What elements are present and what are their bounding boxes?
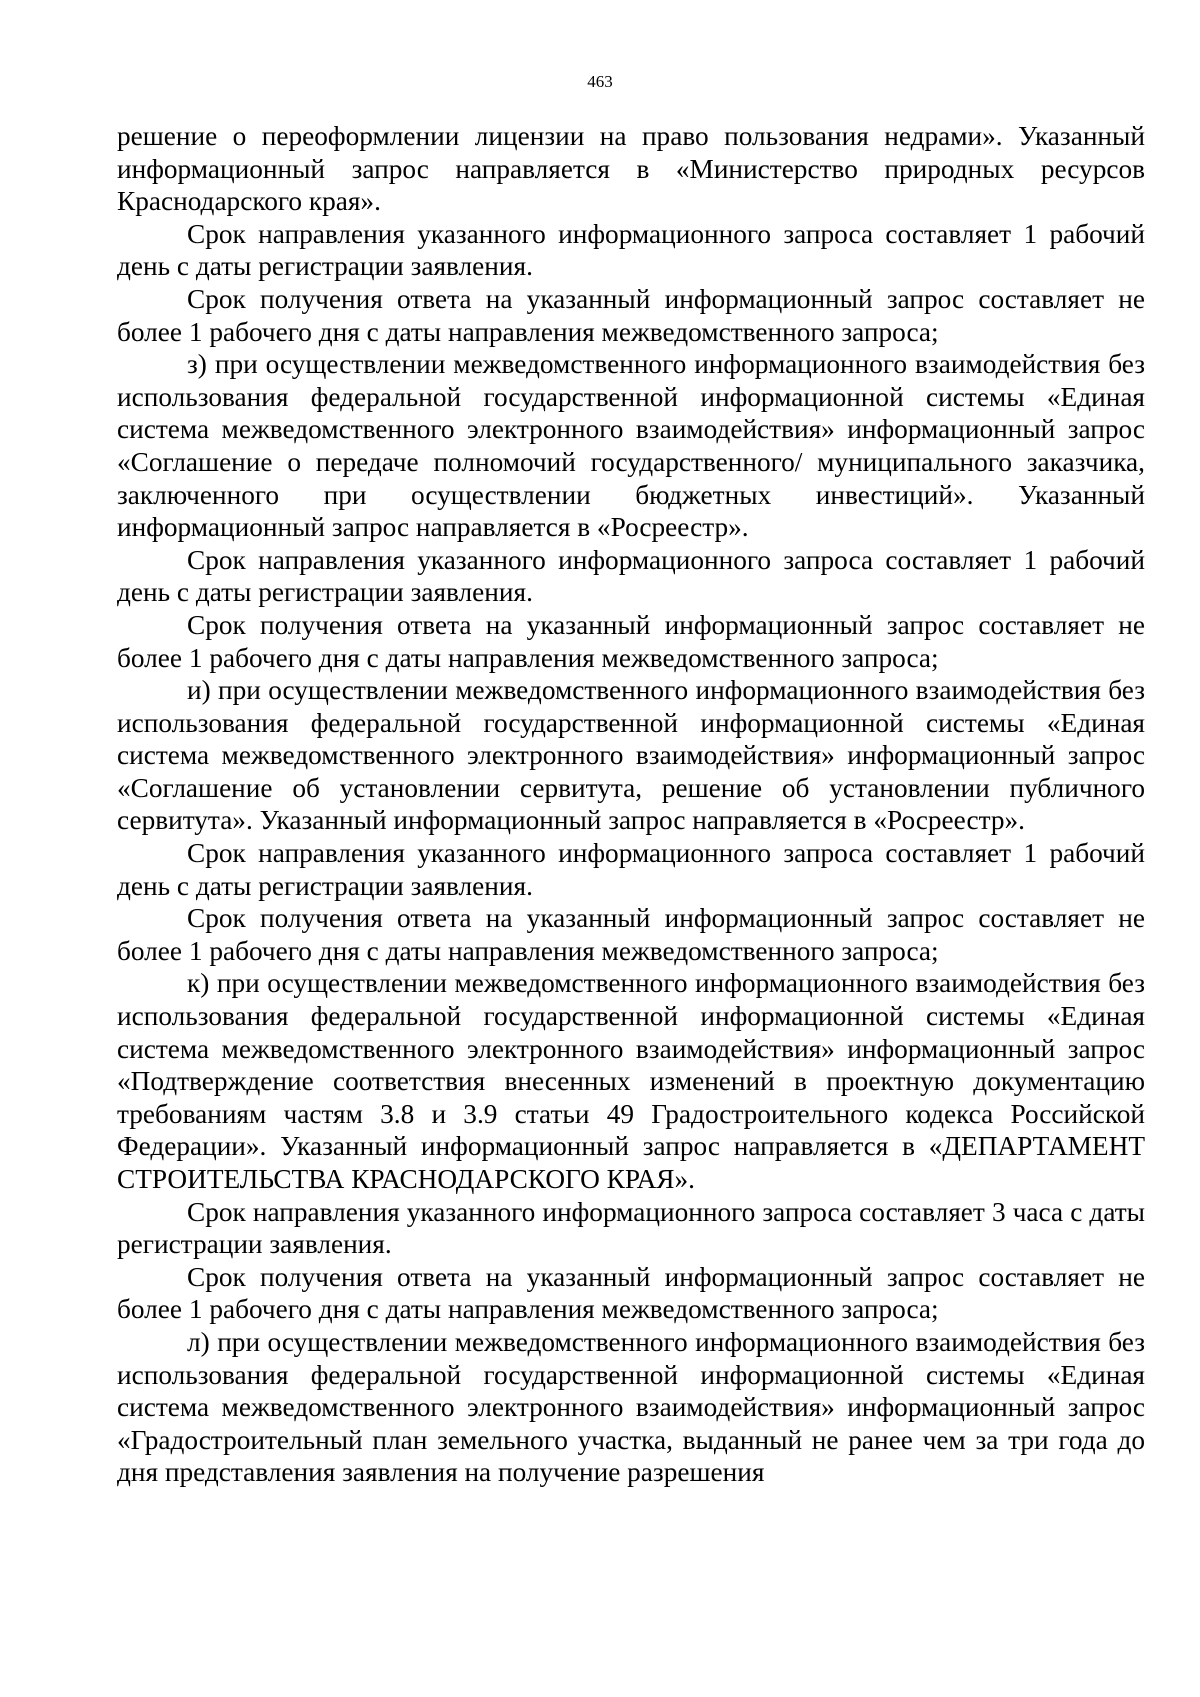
paragraph: з) при осуществлении межведомственного информационного взаимодействия без использования федеральной государственной информационной системы «Единая система межведомственного электронного взаимодействия» информационный запрос «Соглашение о передаче полномочий государственного/ муниципального заказчика, заключенного при осуществлении бюджетных инвестиций». Указанный информационный запрос направляется в «Росреестр». (117, 349, 1145, 543)
paragraph: Срок направления указанного информационного запроса составляет 3 часа с даты регистрации заявления. (117, 1196, 1145, 1260)
document-body (117, 120, 1145, 1489)
paragraph: решение о переоформлении лицензии на право пользования недрами». Указанный информационный запрос направляется в «Министерство природных ресурсов Краснодарского края». (117, 121, 1145, 217)
paragraph: Срок направления указанного информационного запроса составляет 1 рабочий день с даты регистрации заявления. (117, 218, 1145, 282)
paragraph: Срок получения ответа на указанный информационный запрос составляет не более 1 рабочего дня с даты направления межведомственного запроса; (117, 609, 1145, 673)
paragraph: л) при осуществлении межведомственного информационного взаимодействия без использования федеральной государственной информационной системы «Единая система межведомственного электронного взаимодействия» информационный запрос «Градостроительный план земельного участка, выданный не ранее чем за три года до дня представления заявления на получение разрешения (117, 1326, 1145, 1488)
paragraph: Срок получения ответа на указанный информационный запрос составляет не более 1 рабочего дня с даты направления межведомственного запроса; (117, 903, 1145, 966)
page-number: 463 (587, 72, 613, 91)
paragraph: Срок получения ответа на указанный информационный запрос составляет не более 1 рабочего дня с даты направления межведомственного запроса; (117, 283, 1145, 347)
paragraph: Срок получения ответа на указанный информационный запрос составляет не более 1 рабочего дня с даты направления межведомственного запроса; (117, 1261, 1145, 1325)
paragraph: и) при осуществлении межведомственного информационного взаимодействия без использования федеральной государственной информационной системы «Единая система межведомственного электронного взаимодействия» информационный запрос «Соглашение об установлении сервитута, решение об установлении публичного сервитута». Указанный информационный запрос направляется в «Росреестр». (117, 675, 1145, 836)
paragraph: Срок направления указанного информационного запроса составляет 1 рабочий день с даты регистрации заявления. (117, 838, 1145, 901)
paragraph: к) при осуществлении межведомственного информационного взаимодействия без использования федеральной государственной информационной системы «Единая система межведомственного электронного взаимодействия» информационный запрос «Подтверждение соответствия внесенных изменений в проектную документацию требованиям частям 3.8 и 3.9 статьи 49 Градостроительного кодекса Российской Федерации». Указанный информационный запрос направляется в «ДЕПАРТАМЕНТ СТРОИТЕЛЬСТВА КРАСНОДАРСКОГО КРАЯ». (117, 968, 1145, 1194)
paragraph: Срок направления указанного информационного запроса составляет 1 рабочий день с даты регистрации заявления. (117, 544, 1145, 608)
